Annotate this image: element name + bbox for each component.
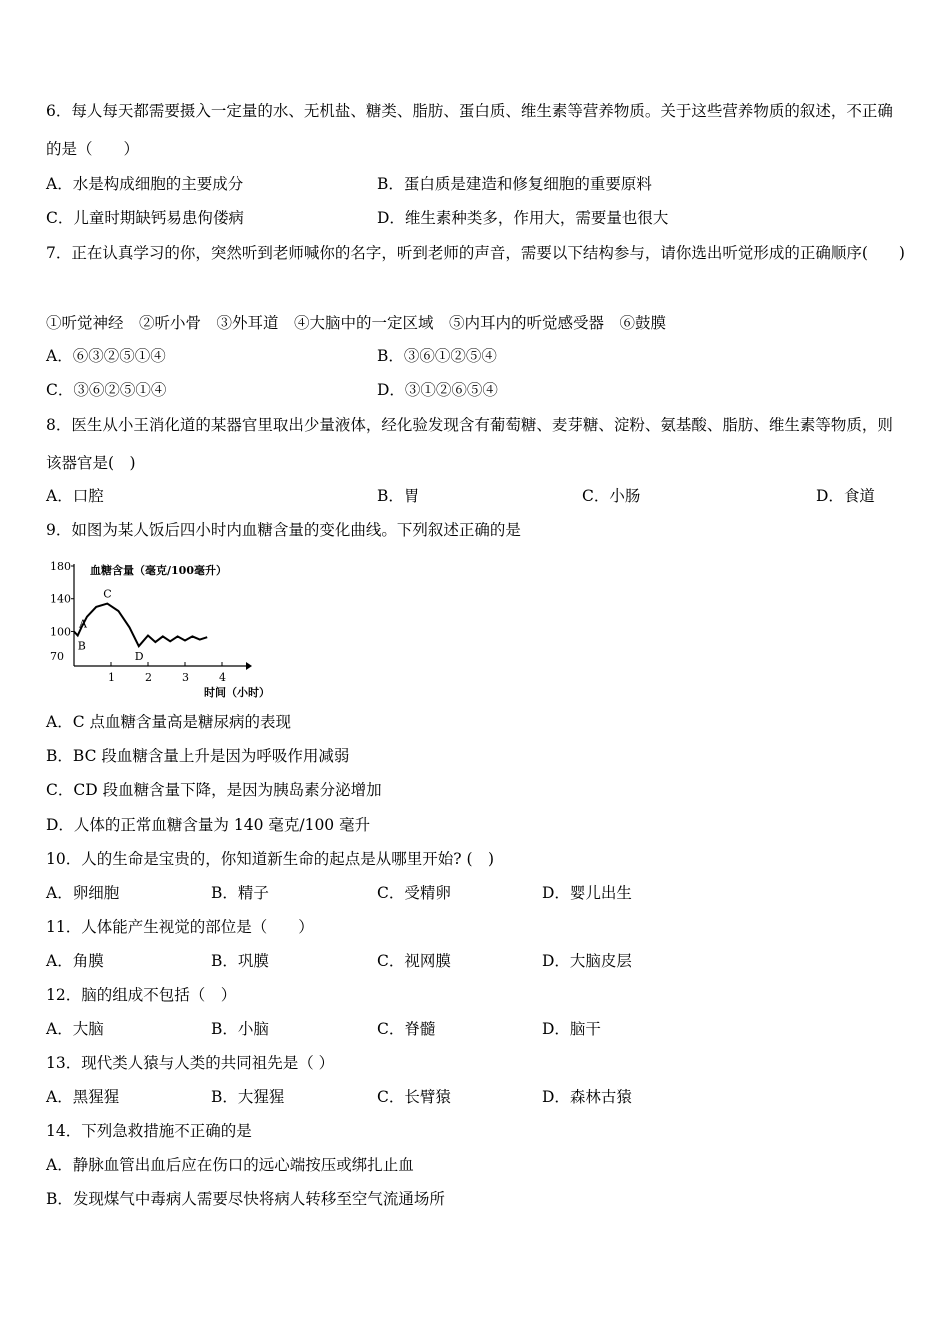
point-label-a: A	[79, 617, 87, 631]
x-tick-label: 1	[108, 671, 115, 684]
y-axis-label: 血糖含量（毫克/100毫升）	[90, 564, 227, 577]
q7-stem: 7．正在认真学习的你，突然听到老师喊你的名字，听到老师的声音，需要以下结构参与，请你选出听觉形成的正确顺序( )	[46, 244, 905, 262]
y-tick-label: 180	[50, 560, 71, 573]
q10-option-a: A．卵细胞	[46, 884, 120, 902]
q14-option-a: A．静脉血管出血后应在伤口的远心端按压或绑扎止血	[46, 1156, 414, 1174]
q6-option-d: D．维生素种类多，作用大，需要量也很大	[377, 209, 669, 227]
y-tick-label: 140	[50, 592, 71, 606]
x-tick-label: 3	[182, 671, 189, 684]
q7-option-a: A．⑥③②⑤①④	[46, 347, 166, 365]
x-axis-arrow	[246, 662, 252, 670]
q14-option-b: B．发现煤气中毒病人需要尽快将病人转移至空气流通场所	[46, 1190, 445, 1208]
q13-option-d: D．森林古猿	[542, 1088, 632, 1106]
q10-option-b: B．精子	[211, 884, 269, 902]
q12-option-b: B．小脑	[211, 1020, 269, 1038]
q9-option-c: C．CD 段血糖含量下降，是因为胰岛素分泌增加	[46, 781, 382, 799]
q9-option-b: B．BC 段血糖含量上升是因为呼吸作用减弱	[46, 747, 350, 765]
point-label-c: C	[103, 587, 112, 601]
q11-option-a: A．角膜	[46, 952, 104, 970]
q11-option-c: C．视网膜	[377, 952, 451, 970]
q6-option-c: C．儿童时期缺钙易患佝偻病	[46, 209, 244, 227]
blood-glucose-chart	[46, 556, 286, 702]
q12-stem: 12．脑的组成不包括（ ）	[46, 986, 237, 1004]
q13-option-a: A．黑猩猩	[46, 1088, 120, 1106]
y-tick-label: 100	[50, 625, 71, 639]
q11-stem: 11．人体能产生视觉的部位是（ ）	[46, 918, 314, 936]
q11-option-d: D．大脑皮层	[542, 952, 632, 970]
q12-option-d: D．脑干	[542, 1020, 601, 1038]
q7-option-c: C．③⑥②⑤①④	[46, 381, 167, 399]
q6-stem: 6．每人每天都需要摄入一定量的水、无机盐、糖类、脂肪、蛋白质、维生素等营养物质。关于这些营养物质的叙述，不正确的是（ ）	[46, 102, 893, 158]
q12-option-a: A．大脑	[46, 1020, 104, 1038]
q10-stem: 10．人的生命是宝贵的，你知道新生命的起点是从哪里开始? ( )	[46, 850, 495, 868]
q6-option-b: B．蛋白质是建造和修复细胞的重要原料	[377, 175, 652, 193]
q13-option-b: B．大猩猩	[211, 1088, 285, 1106]
q8-option-b: B．胃	[377, 487, 420, 505]
q10-option-c: C．受精卵	[377, 884, 451, 902]
q6-option-a: A．水是构成细胞的主要成分	[46, 175, 244, 193]
q8-option-a: A．口腔	[46, 487, 104, 505]
point-label-b: B	[77, 639, 86, 653]
x-tick-label: 2	[145, 671, 152, 684]
q7-option-b: B．③⑥①②⑤④	[377, 347, 497, 365]
q13-stem: 13．现代类人猿与人类的共同祖先是（ ）	[46, 1054, 335, 1072]
q9-stem: 9．如图为某人饭后四小时内血糖含量的变化曲线。下列叙述正确的是	[46, 521, 521, 539]
q11-option-b: B．巩膜	[211, 952, 269, 970]
q8-option-d: D．食道	[816, 487, 875, 505]
q9-option-a: A．C 点血糖含量高是糖尿病的表现	[46, 713, 291, 731]
q7-structure-list: ①听觉神经 ②听小骨 ③外耳道 ④大脑中的一定区域 ⑤内耳内的听觉感受器 ⑥鼓膜	[46, 314, 667, 332]
q7-option-d: D．③①②⑥⑤④	[377, 381, 498, 399]
q12-option-c: C．脊髓	[377, 1020, 436, 1038]
glucose-curve-line	[74, 604, 207, 647]
y-tick-label: 70	[50, 650, 64, 663]
q8-stem: 8．医生从小王消化道的某器官里取出少量液体，经化验发现含有葡萄糖、麦芽糖、淀粉、氨基酸、脂肪、维生素等物质，则该器官是( )	[46, 416, 893, 472]
q14-stem: 14．下列急救措施不正确的是	[46, 1122, 252, 1140]
x-axis-label: 时间（小时）	[204, 686, 270, 699]
q8-option-c: C．小肠	[582, 487, 641, 505]
q13-option-c: C．长臂猿	[377, 1088, 451, 1106]
q10-option-d: D．婴儿出生	[542, 884, 632, 902]
x-tick-label: 4	[219, 671, 226, 684]
point-label-d: D	[134, 650, 144, 664]
q9-option-d: D．人体的正常血糖含量为 140 毫克/100 毫升	[46, 816, 371, 834]
